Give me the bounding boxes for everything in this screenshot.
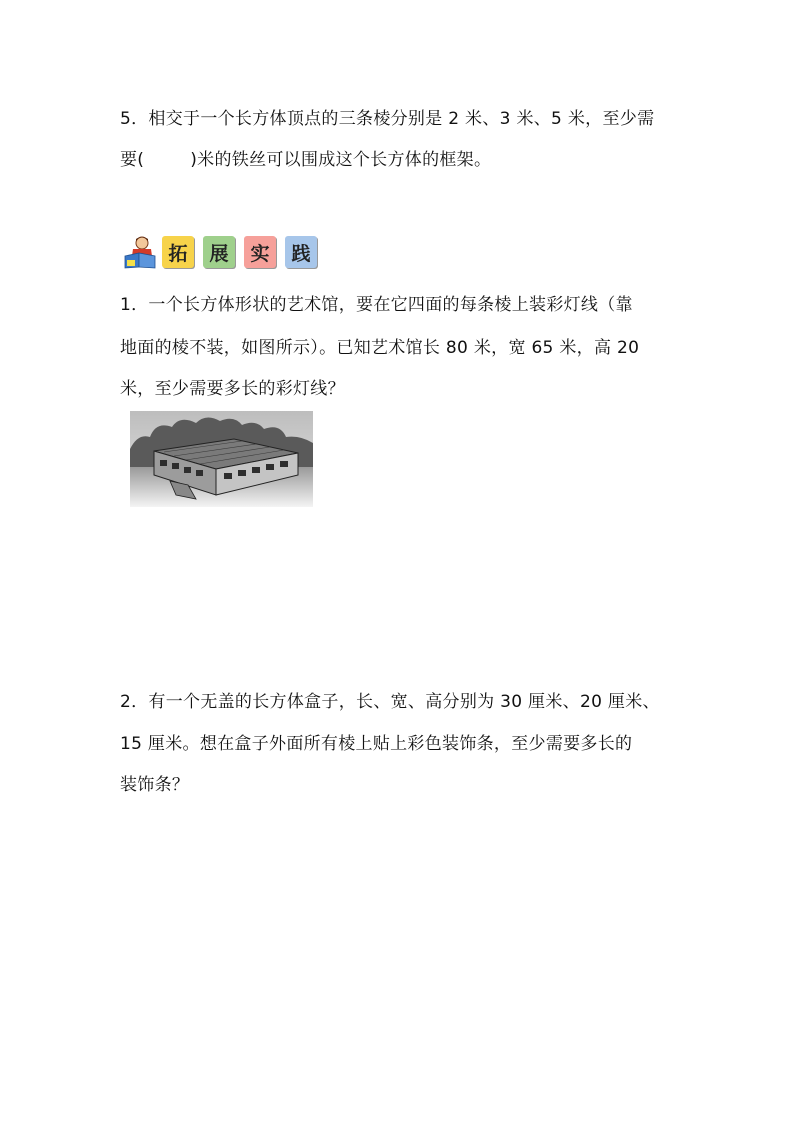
section-char-4: 践 — [285, 236, 317, 268]
art-gallery-illustration — [130, 411, 313, 507]
section-char-3: 实 — [244, 236, 276, 268]
problem-1-line-3: 米，至少需要多长的彩灯线？ — [120, 379, 345, 399]
reading-child-icon — [122, 235, 158, 269]
problem-2-line-1: 2．有一个无盖的长方体盒子，长、宽、高分别为 30 厘米、20 厘米、 — [120, 692, 660, 712]
q5-line-1: 5．相交于一个长方体顶点的三条棱分别是 2 米、3 米、5 米，至少需 — [120, 109, 655, 129]
q5-line-2-end: )米的铁丝可以围成这个长方体的框架。 — [190, 150, 492, 170]
section-header-extension-practice — [122, 235, 326, 269]
problem-1-line-2: 地面的棱不装，如图所示）。已知艺术馆长 80 米，宽 65 米，高 20 — [120, 338, 640, 358]
problem-2-line-2: 15 厘米。想在盒子外面所有棱上贴上彩色装饰条，至少需要多长的 — [120, 734, 633, 754]
section-char-1: 拓 — [162, 236, 194, 268]
section-char-2: 展 — [203, 236, 235, 268]
problem-2-line-3: 装饰条？ — [120, 775, 190, 795]
q5-line-2 — [120, 149, 491, 171]
problem-1-line-1: 1．一个长方体形状的艺术馆，要在它四面的每条棱上装彩灯线（靠 — [120, 295, 633, 315]
q5-line-2-start: 要( — [120, 150, 145, 170]
